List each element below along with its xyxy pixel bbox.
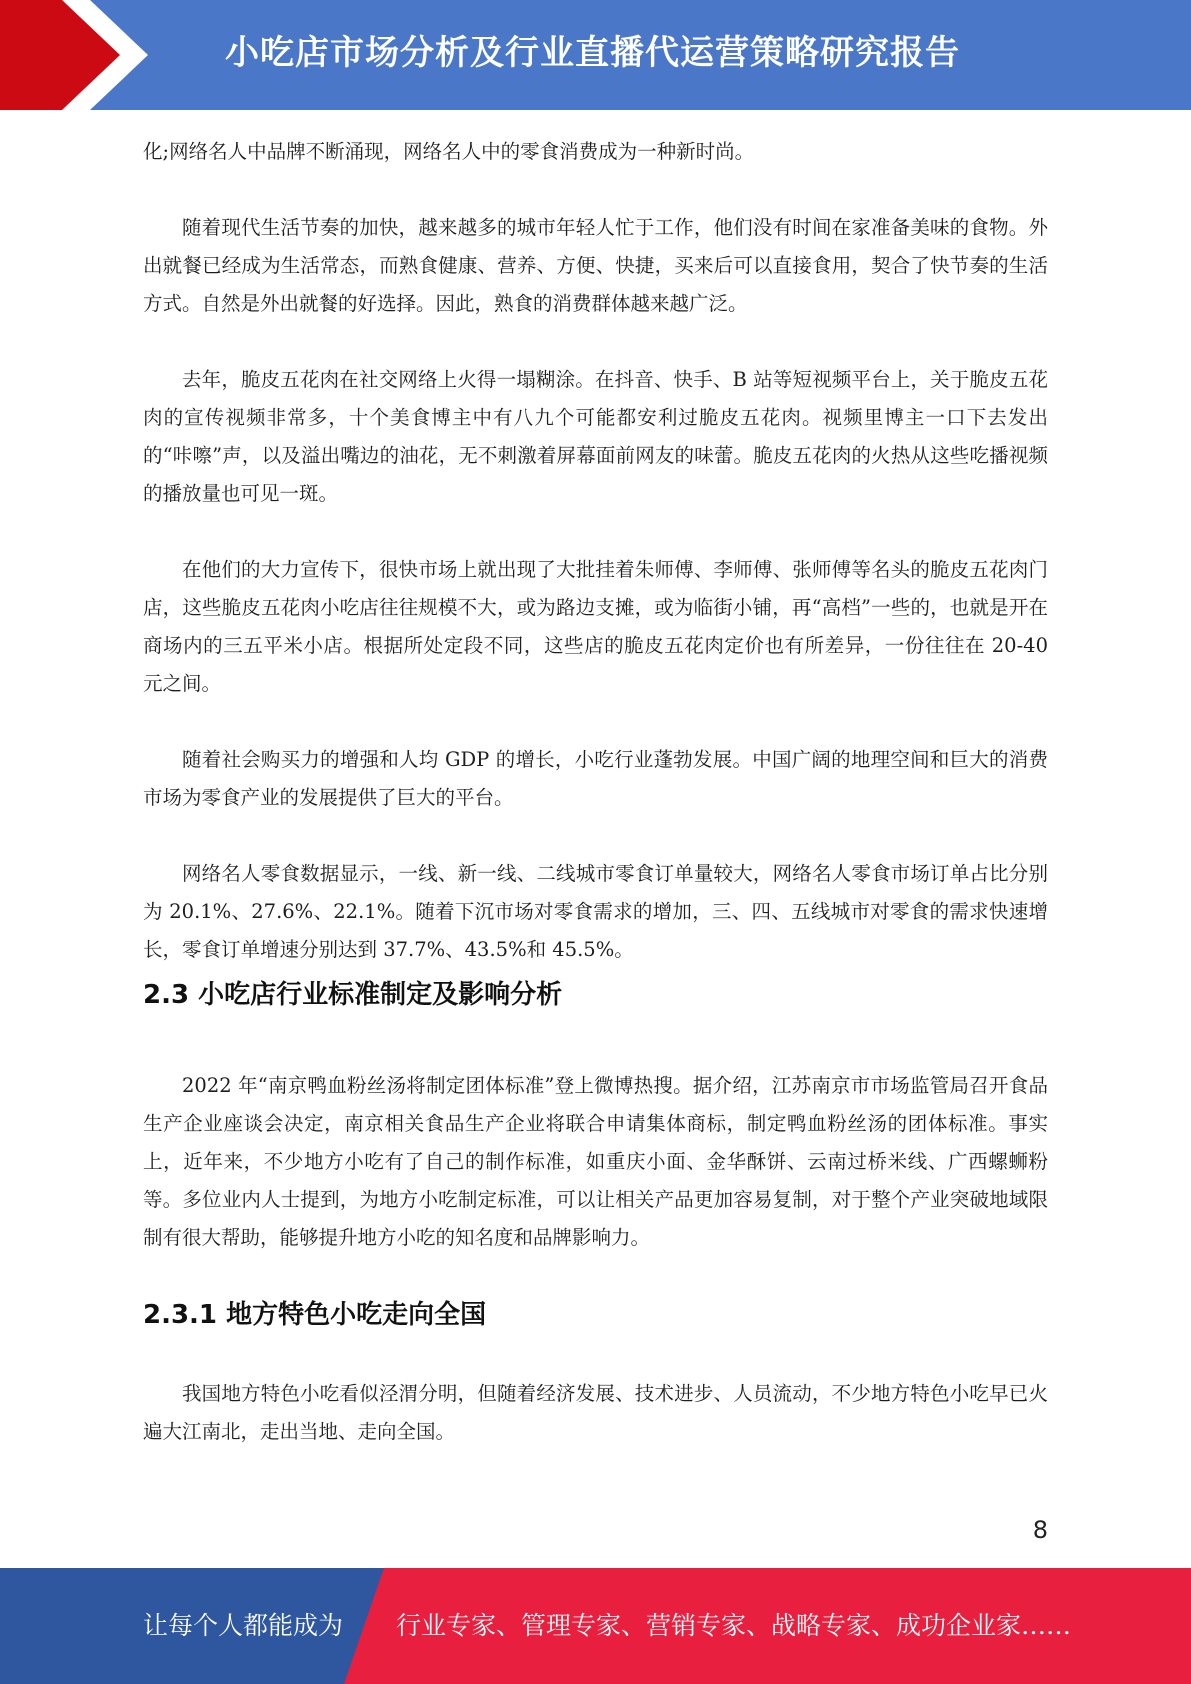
page-header bbox=[0, 0, 1191, 110]
page-number: 8 bbox=[1032, 1516, 1048, 1544]
document-body bbox=[143, 133, 1048, 1489]
paragraph-snack-data: 网络名人零食数据显示，一线、新一线、二线城市零食订单量较大，网络名人零食市场订单占比分别为 20.1%、27.6%、22.1%。随着下沉市场对零食需求的增加，三、四、五线城市对零食的需求快速增长，零食订单增速分别达到 37.7%、43.5%和 45.5%。 bbox=[143, 862, 1048, 961]
paragraph-crispy-pork: 去年，脆皮五花肉在社交网络上火得一塌糊涂。在抖音、快手、B 站等短视频平台上，关于脆皮五花肉的宣传视频非常多，十个美食博主中有八九个可能都安利过脆皮五花肉。视频里博主一口下去发出的“咔嚓”声，以及溢出嘴边的油花，无不刺激着屏幕面前网友的味蕾。脆皮五花肉的火热从这些吃播视频的播放量也可见一斑。 bbox=[143, 368, 1048, 505]
paragraph-modern-life: 随着现代生活节奏的加快，越来越多的城市年轻人忙于工作，他们没有时间在家准备美味的食物。外出就餐已经成为生活常态，而熟食健康、营养、方便、快捷，买来后可以直接食用，契合了快节奏的生活方式。自然是外出就餐的好选择。因此，熟食的消费群体越来越广泛。 bbox=[143, 216, 1048, 315]
header-chevron-decoration bbox=[0, 0, 160, 110]
page-footer bbox=[0, 1568, 1191, 1684]
paragraph-standards: 2022 年“南京鸭血粉丝汤将制定团体标准”登上微博热搜。据介绍，江苏南京市市场监管局召开食品生产企业座谈会决定，南京相关食品生产企业将联合申请集体商标，制定鸭血粉丝汤的团体标准。事实上，近年来，不少地方小吃有了自己的制作标准，如重庆小面、金华酥饼、云南过桥米线、广西螺蛳粉等。多位业内人士提到，为地方小吃制定标准，可以让相关产品更加容易复制，对于整个产业突破地域限制有很大帮助，能够提升地方小吃的知名度和品牌影响力。 bbox=[143, 1074, 1048, 1249]
report-title: 小吃店市场分析及行业直播代运营策略研究报告 bbox=[225, 33, 960, 73]
paragraph-shops: 在他们的大力宣传下，很快市场上就出现了大批挂着朱师傅、李师傅、张师傅等名头的脆皮五花肉门店，这些脆皮五花肉小吃店往往规模不大，或为路边支摊，或为临街小铺，再“高档”一些的，也就是开在商场内的三五平米小店。根据所处定段不同，这些店的脆皮五花肉定价也有所差异，一份往往在 20-40 元之间。 bbox=[143, 558, 1048, 695]
paragraph-purchasing-power: 随着社会购买力的增强和人均 GDP 的增长，小吃行业蓬勃发展。中国广阔的地理空间和巨大的消费市场为零食产业的发展提供了巨大的平台。 bbox=[143, 748, 1048, 809]
footer-slogan-left: 让每个人都能成为 bbox=[143, 1611, 344, 1640]
footer-slogan-right: 行业专家、管理专家、营销专家、战略专家、成功企业家…… bbox=[396, 1611, 1072, 1640]
paragraph-local-snacks: 我国地方特色小吃看似泾渭分明，但随着经济发展、技术进步、人员流动，不少地方特色小吃早已火遍大江南北，走出当地、走向全国。 bbox=[143, 1382, 1048, 1443]
paragraph-continuation: 化;网络名人中品牌不断涌现，网络名人中的零食消费成为一种新时尚。 bbox=[143, 140, 755, 163]
section-heading-2-3-1: 2.3.1 地方特色小吃走向全国 bbox=[143, 1300, 487, 1330]
section-heading-2-3: 2.3 小吃店行业标准制定及影响分析 bbox=[143, 980, 563, 1010]
